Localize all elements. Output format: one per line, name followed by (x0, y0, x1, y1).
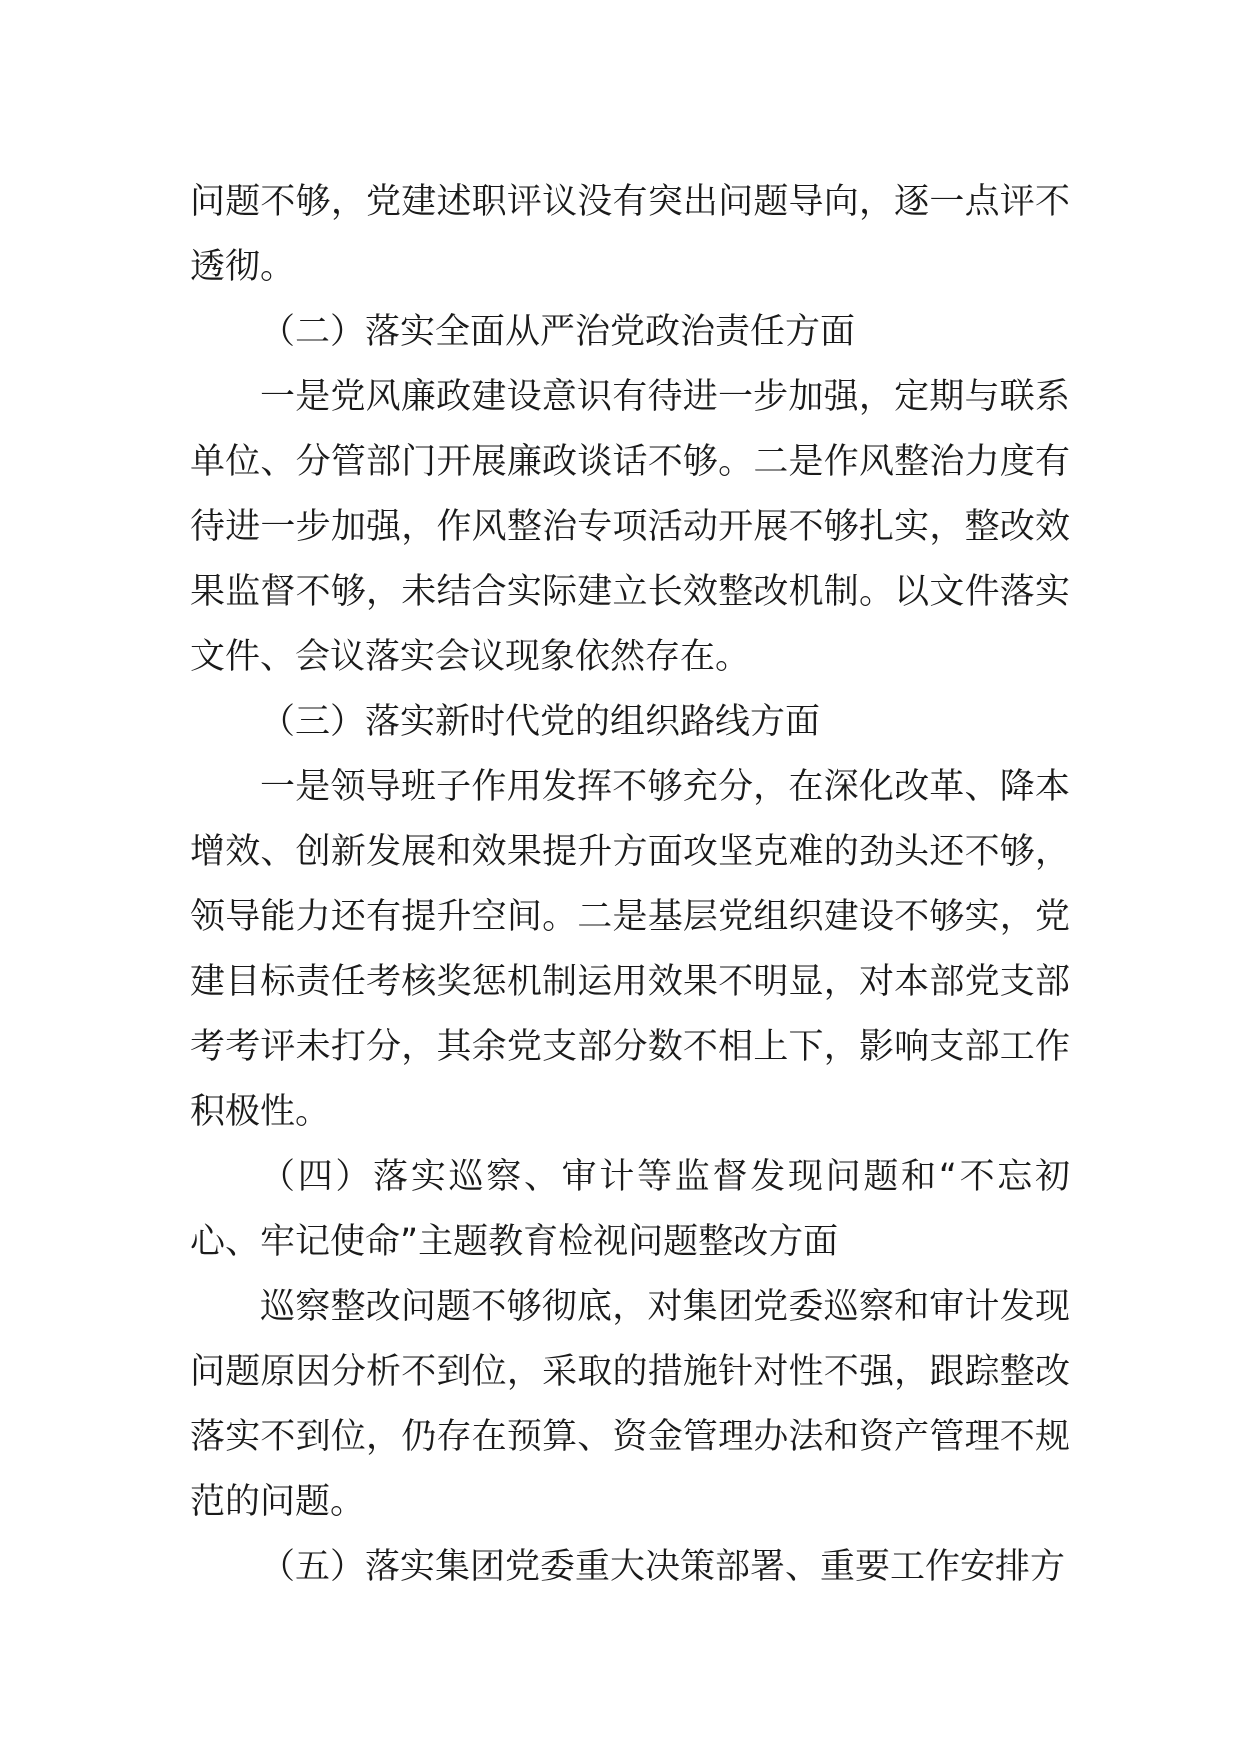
section-heading-5: （五）落实集团党委重大决策部署、重要工作安排方 (260, 1547, 1066, 1587)
paragraph-section-2: 一是党风廉政建设意识有待进一步加强，定期与联系单位、分管部门开展廉政谈话不够。二是作风整治力度有待进一步加强，作风整治专项活动开展不够扎实，整改效果监督不够，未结合实际建立长效整改机制。以文件落实文件、会议落实会议现象依然存在。 (190, 377, 1070, 677)
document-body (190, 170, 1070, 1600)
section-heading-4: （四）落实巡察、审计等监督发现问题和“不忘初心、牢记使命”主题教育检视问题整改方面 (190, 1157, 1070, 1262)
section-heading-3: （三）落实新时代党的组织路线方面 (260, 702, 821, 742)
section-heading-2: （二）落实全面从严治党政治责任方面 (260, 312, 856, 352)
paragraph-section-3: 一是领导班子作用发挥不够充分，在深化改革、降本增效、创新发展和效果提升方面攻坚克难的劲头还不够，领导能力还有提升空间。二是基层党组织建设不够实，党建目标责任考核奖惩机制运用效果不明显，对本部党支部考考评未打分，其余党支部分数不相上下，影响支部工作积极性。 (190, 767, 1070, 1132)
paragraph-section-4: 巡察整改问题不够彻底，对集团党委巡察和审计发现问题原因分析不到位，采取的措施针对性不强，跟踪整改落实不到位，仍存在预算、资金管理办法和资产管理不规范的问题。 (190, 1287, 1070, 1522)
paragraph-continuation: 问题不够，党建述职评议没有突出问题导向，逐一点评不透彻。 (190, 182, 1070, 287)
